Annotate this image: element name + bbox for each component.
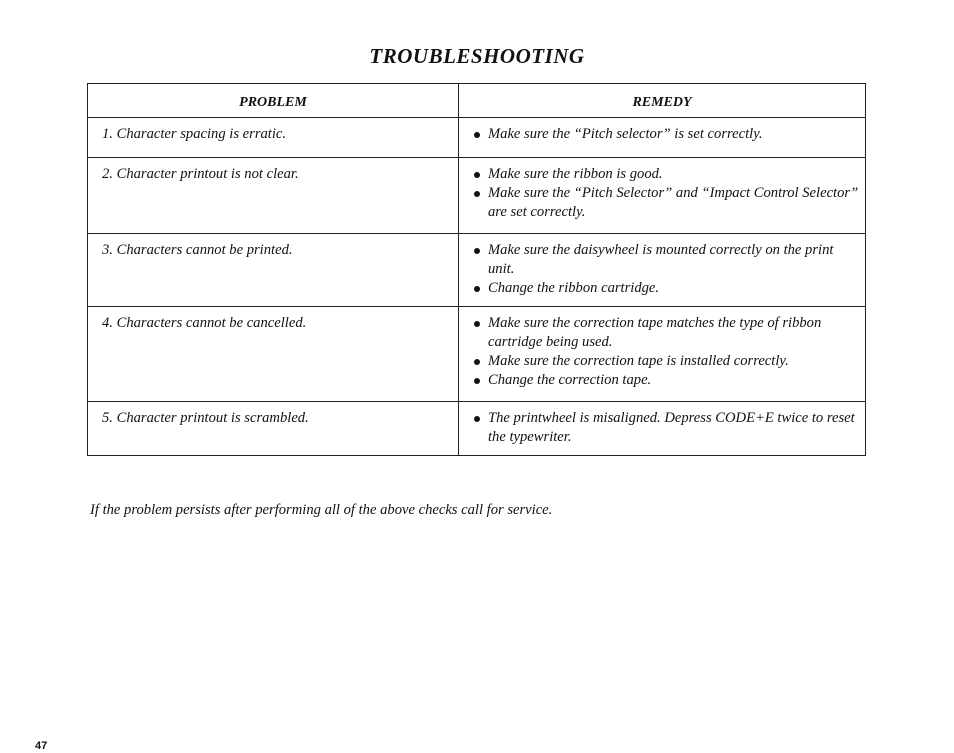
troubleshooting-table xyxy=(87,83,866,456)
table-row xyxy=(88,234,866,307)
remedy-cell xyxy=(459,118,866,158)
remedy-item: Make sure the “Pitch selector” is set correctly. xyxy=(473,125,859,144)
problem-cell: 2. Character printout is not clear. xyxy=(88,158,459,234)
remedy-cell xyxy=(459,234,866,307)
remedy-item: Make sure the ribbon is good. xyxy=(473,165,859,184)
table-row xyxy=(88,307,866,402)
page-title: TROUBLESHOOTING xyxy=(369,44,585,68)
problem-cell: 3. Characters cannot be printed. xyxy=(88,234,459,307)
remedy-item: The printwheel is misaligned. Depress CODE+E twice to reset the typewriter. xyxy=(473,409,859,447)
remedy-item: Change the correction tape. xyxy=(473,371,859,390)
service-note: If the problem persists after performing all of the above checks call for service. xyxy=(90,502,553,518)
problem-cell: 5. Character printout is scrambled. xyxy=(88,402,459,456)
remedy-column-header: REMEDY xyxy=(459,84,866,118)
problem-cell: 1. Character spacing is erratic. xyxy=(88,118,459,158)
problem-column-header: PROBLEM xyxy=(88,84,459,118)
table-row xyxy=(88,402,866,456)
page-number: 47 xyxy=(35,740,48,752)
problem-cell: 4. Characters cannot be cancelled. xyxy=(88,307,459,402)
remedy-item: Make sure the correction tape is installed correctly. xyxy=(473,352,859,371)
table-row xyxy=(88,118,866,158)
remedy-item: Make sure the “Pitch Selector” and “Impact Control Selector” are set correctly. xyxy=(473,184,859,222)
table-header-row xyxy=(88,84,866,118)
remedy-cell xyxy=(459,402,866,456)
remedy-item: Make sure the daisywheel is mounted correctly on the print unit. xyxy=(473,241,859,279)
remedy-item: Change the ribbon cartridge. xyxy=(473,279,859,298)
remedy-cell xyxy=(459,158,866,234)
remedy-item: Make sure the correction tape matches the type of ribbon cartridge being used. xyxy=(473,314,859,352)
table-row xyxy=(88,158,866,234)
remedy-cell xyxy=(459,307,866,402)
